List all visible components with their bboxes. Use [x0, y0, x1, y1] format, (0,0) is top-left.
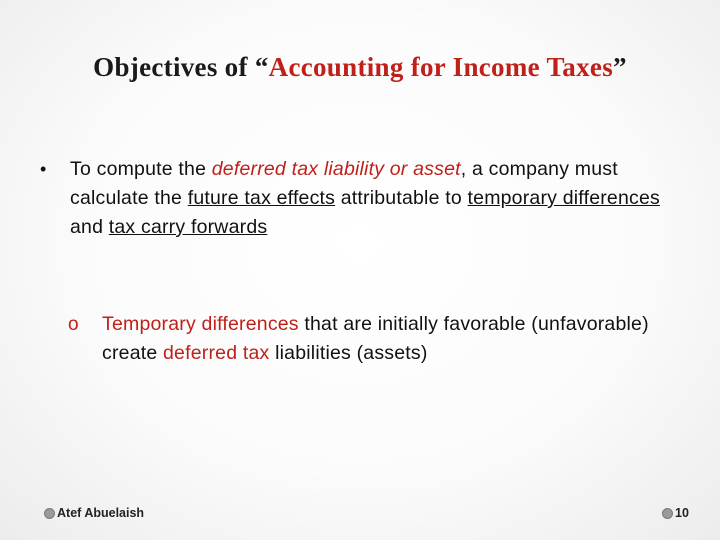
title-close-quote: ”	[613, 52, 627, 82]
slide-title	[0, 52, 720, 83]
footer-author-name: Atef Abuelaish	[57, 506, 145, 520]
bullet-text-7: and	[70, 216, 109, 238]
sub-text-4: liabilities (assets)	[269, 342, 428, 364]
title-open-quote: “	[254, 52, 269, 82]
title-highlight: Accounting for Income Taxes	[268, 52, 614, 82]
main-bullet	[40, 155, 680, 242]
sub-bullet-text	[102, 310, 668, 368]
sub-bullet-marker: o	[68, 314, 79, 335]
footer-page-number	[662, 506, 689, 520]
page-number-text: 10	[675, 506, 689, 520]
sub-text-2: that are initially favorable (unfavorable) create	[102, 313, 649, 364]
bullet-term-future-tax-effects: future tax effects	[187, 187, 336, 209]
bullet-term-tax-carry-forwards: tax carry forwards	[108, 216, 268, 238]
bullet-term-deferred-tax: deferred tax liability or asset	[211, 158, 461, 180]
bullet-term-temporary-differences: temporary differences	[467, 187, 660, 209]
page-circle-icon	[662, 508, 673, 519]
sub-term-temporary-differences: Temporary differences	[102, 313, 299, 335]
bullet-text-3: , a company must calculate the	[70, 158, 618, 209]
bullet-text-5: attributable to	[335, 187, 468, 209]
title-prefix: Objectives of	[93, 52, 255, 82]
footer-author	[44, 506, 144, 520]
bullet-text-1: To compute the	[70, 158, 212, 180]
sub-bullet	[68, 310, 668, 368]
main-bullet-text	[70, 155, 680, 242]
sub-term-deferred-tax: deferred tax	[163, 342, 270, 364]
footer-circle-icon	[44, 508, 55, 519]
bullet-marker: •	[40, 159, 47, 179]
